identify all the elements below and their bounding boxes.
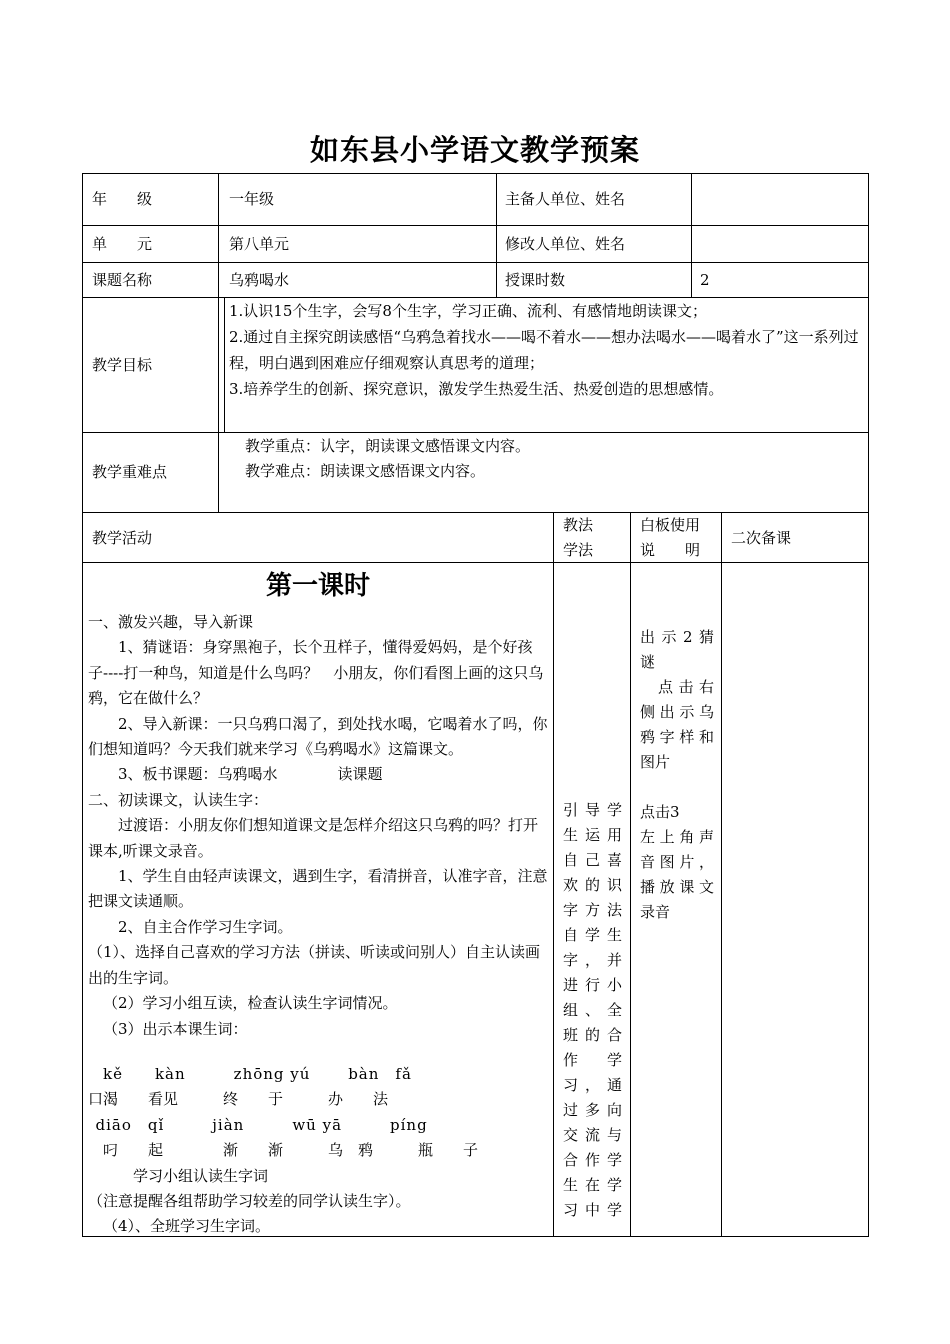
paragraph: （1）、选择自己喜欢的学习方法（拼读、听读或问别人）自主认读画出的生字词。 bbox=[88, 943, 541, 987]
objective-item: 1.认识15个生字，会写8个生字，学习正确、流利、有感情地朗读课文； bbox=[229, 302, 707, 320]
topic-value: 乌鸦喝水 bbox=[229, 271, 290, 289]
paragraph: （3）出示本课生词： bbox=[103, 1019, 248, 1038]
whiteboard-notes: 出示2猜 谜 点击右 侧出示乌 鸦字样和 图片 点击3 左上角声 音图片， 播放课文 录音 bbox=[640, 628, 714, 921]
section-heading: 二、初读课文，认读生字： bbox=[88, 790, 269, 809]
grade-label: 年 级 bbox=[92, 190, 153, 208]
pinyin-line: diāo qǐ jiàn wū yā píng bbox=[95, 1115, 428, 1134]
reviser-label: 修改人单位、姓名 bbox=[505, 235, 626, 253]
paragraph: 1、学生自由轻声读课文，遇到生字，看清拼音，认准字音，注意把课文读通顺。 bbox=[88, 867, 548, 911]
paragraph: （注意提醒各组帮助学习较差的同学认读生字）。 bbox=[88, 1191, 411, 1210]
pinyin-line: kě kàn zhōng yú bàn fǎ bbox=[103, 1064, 412, 1083]
unit-value: 第八单元 bbox=[229, 235, 290, 253]
lesson-content bbox=[88, 566, 548, 1240]
activity-header: 教学活动 bbox=[92, 529, 153, 547]
objective-item: 2.通过自主探究朗读感悟“乌鸦急着找水——喝不着水——想办法喝水——喝着水了”这一系列过程，明白遇到困难应仔细观察认真思考的道理； bbox=[229, 328, 859, 372]
topic-label: 课题名称 bbox=[92, 271, 153, 289]
keypoints-label: 教学重难点 bbox=[92, 463, 168, 481]
key-focus: 教学重点：认字，朗读课文感悟课文内容。 bbox=[245, 437, 531, 455]
paragraph: （4）、全班学习生字词。 bbox=[103, 1217, 271, 1236]
whiteboard-header-2: 说 明 bbox=[640, 541, 701, 559]
unit-label: 单 元 bbox=[92, 235, 153, 253]
page-title: 如东县小学语文教学预案 bbox=[309, 133, 640, 167]
lesson-heading: 第一课时 bbox=[265, 571, 370, 601]
hours-label: 授课时数 bbox=[505, 271, 566, 289]
paragraph: 过渡语：小朋友你们想知道课文是怎样介绍这只乌鸦的吗？打开课本,听课文录音。 bbox=[88, 816, 539, 860]
objective-item: 3.培养学生的创新、探究意识，激发学生热爱生活、热爱创造的思想感情。 bbox=[229, 380, 724, 398]
key-difficulty: 教学难点：朗读课文感悟课文内容。 bbox=[245, 462, 486, 480]
objectives-label: 教学目标 bbox=[92, 356, 153, 374]
method-header-2: 学法 bbox=[563, 541, 594, 559]
paragraph: 1、猜谜语：身穿黑袍子，长个丑样子，懂得爱妈妈，是个好孩子----打一种鸟，知道是什么鸟吗？ 小朋友，你们看图上画的这只乌鸦，它在做什么？ bbox=[88, 638, 544, 708]
paragraph: 学习小组认读生字词 bbox=[133, 1166, 269, 1185]
method-notes: 引导学 生运用 自己喜 欢的识 字方法 自学生 字，并 进行小 组、全 班的合 作 学 习，通 过多向 交流与 合作学 生在学 习中学 bbox=[563, 801, 622, 1219]
paragraph: 2、导入新课：一只乌鸦口渴了，到处找水喝，它喝着水了吗，你们想知道吗？今天我们就来学习《乌鸦喝水》这篇课文。 bbox=[88, 714, 548, 759]
objectives-list bbox=[229, 298, 864, 402]
whiteboard-header-1: 白板使用 bbox=[640, 516, 701, 534]
hours-value: 2 bbox=[700, 271, 710, 289]
preparer-label: 主备人单位、姓名 bbox=[505, 190, 626, 208]
paragraph: （2）学习小组互读，检查认读生字词情况。 bbox=[103, 994, 398, 1013]
word-line: 口渴 看见 终 于 办 法 bbox=[88, 1090, 389, 1109]
method-header-1: 教法 bbox=[563, 516, 594, 534]
section-heading: 一、激发兴趣，导入新课 bbox=[88, 613, 254, 631]
paragraph: 2、自主合作学习生字词。 bbox=[118, 917, 293, 936]
grade-value: 一年级 bbox=[229, 190, 275, 208]
paragraph: 3、板书课题：乌鸦喝水 读课题 bbox=[118, 765, 383, 784]
second-prep-header: 二次备课 bbox=[731, 529, 792, 547]
word-line: 叼 起 渐 渐 乌 鸦 瓶 子 bbox=[88, 1141, 479, 1160]
